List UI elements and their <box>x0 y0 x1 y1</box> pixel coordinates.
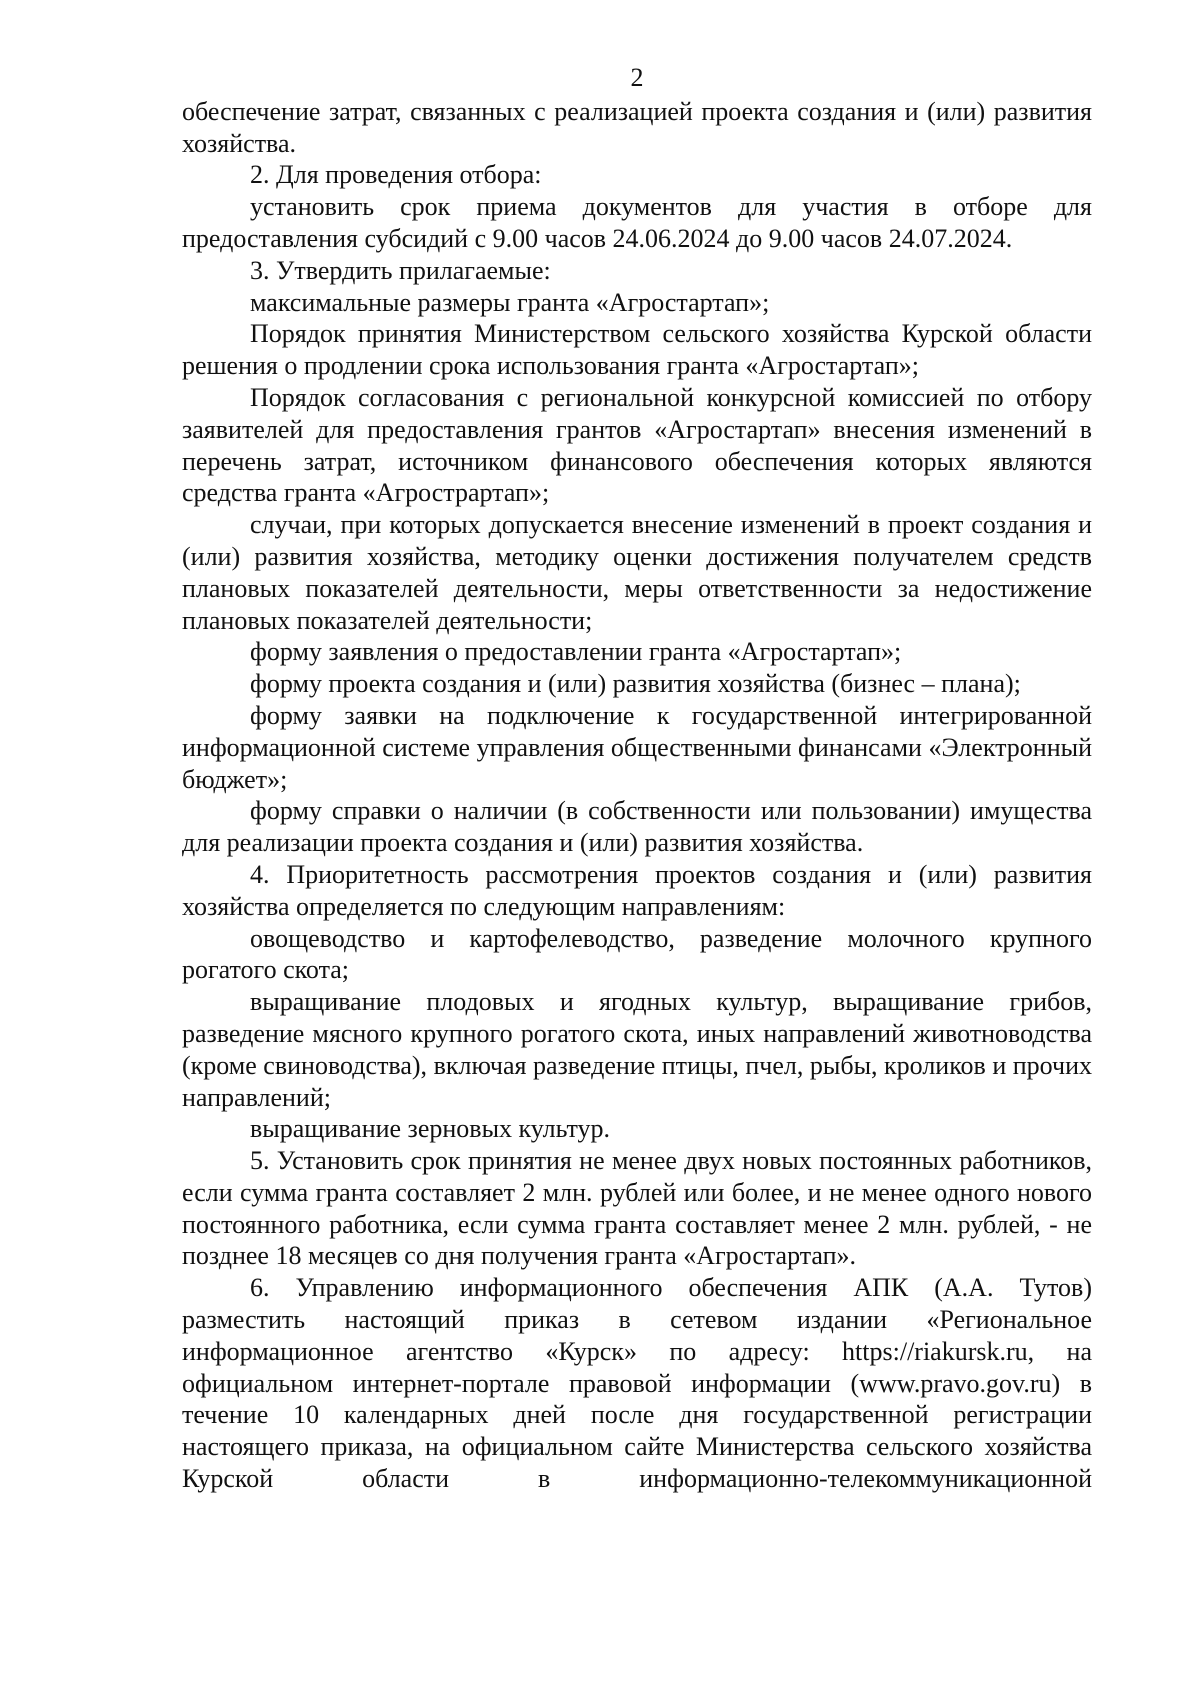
paragraph-property-certificate: форму справки о наличии (в собственности или пользовании) имущества для реализации проекта создания и (или) развития хозяйства. <box>182 796 1092 858</box>
page-number: 2 <box>630 63 644 92</box>
paragraph-item-4: 4. Приоритетность рассмотрения проектов создания и (или) развития хозяйства определяется по следующим направлениям: <box>182 859 1092 921</box>
paragraph-extension-order: Порядок принятия Министерством сельского хозяйства Курской области решения о продлении срока использования гранта «Агростартап»; <box>182 319 1092 381</box>
paragraph-deadline: установить срок приема документов для участия в отборе для предоставления субсидий с 9.00 часов 24.06.2024 до 9.00 часов 24.07.2024. <box>182 192 1092 253</box>
paragraph-continuation: обеспечение затрат, связанных с реализацией проекта создания и (или) развития хозяйства. <box>182 96 1092 158</box>
paragraph-item-3: 3. Утвердить прилагаемые: <box>250 255 551 285</box>
paragraph-direction-vegetables: овощеводство и картофелеводство, разведение молочного крупного рогатого скота; <box>182 923 1092 985</box>
paragraph-request-form: форму заявки на подключение к государственной интегрированной информационной системе управления общественными финансами «Электронный бюджет»; <box>182 700 1092 794</box>
paragraph-application-form: форму заявления о предоставлении гранта «Агростартап»; <box>250 637 902 667</box>
document-page <box>182 62 1092 1495</box>
paragraph-direction-fruits: выращивание плодовых и ягодных культур, выращивание грибов, разведение мясного крупного рогатого скота, иных направлений животноводства (кроме свиноводства), включая разведение птицы, пчел, рыбы, кроликов и прочих направлений; <box>182 987 1092 1112</box>
paragraph-max-grant: максимальные размеры гранта «Агростартап»; <box>250 287 770 317</box>
paragraph-item-2: 2. Для проведения отбора: <box>250 160 542 190</box>
paragraph-approval-order: Порядок согласования с региональной конкурсной комиссией по отбору заявителей для предоставления грантов «Агростартап» внесения изменений в перечень затрат, источником финансового обеспечения которых являются средства гранта «Агрострартап»; <box>182 382 1092 508</box>
paragraph-item-5: 5. Установить срок принятия не менее двух новых постоянных работников, если сумма гранта составляет 2 млн. рублей или более, и не менее одного нового постоянного работника, если сумма гранта составляет менее 2 млн. рублей, - не позднее 18 месяцев со дня получения гранта «Агростартап». <box>182 1146 1092 1271</box>
paragraph-project-form: форму проекта создания и (или) развития хозяйства (бизнес – плана); <box>250 669 1021 699</box>
paragraph-change-cases: случаи, при которых допускается внесение изменений в проект создания и (или) развития хозяйства, методику оценки достижения получателем средств плановых показателей деятельности, меры ответственности за недостижение плановых показателей деятельности; <box>182 510 1092 635</box>
paragraph-direction-grain: выращивание зерновых культур. <box>250 1114 611 1144</box>
paragraph-item-6: 6. Управлению информационного обеспечения АПК (А.А. Тутов) разместить настоящий приказ в сетевом издании «Региональное информационное агентство «Курск» по адресу: https://riakursk.ru, на официальном интернет-портале правовой информации (www.pravo.gov.ru) в течение 10 календарных дней после дня государственной регистрации настоящего приказа, на официальном сайте Министерства сельского хозяйства Курской области в информационно-телекоммуникационной <box>182 1273 1092 1494</box>
